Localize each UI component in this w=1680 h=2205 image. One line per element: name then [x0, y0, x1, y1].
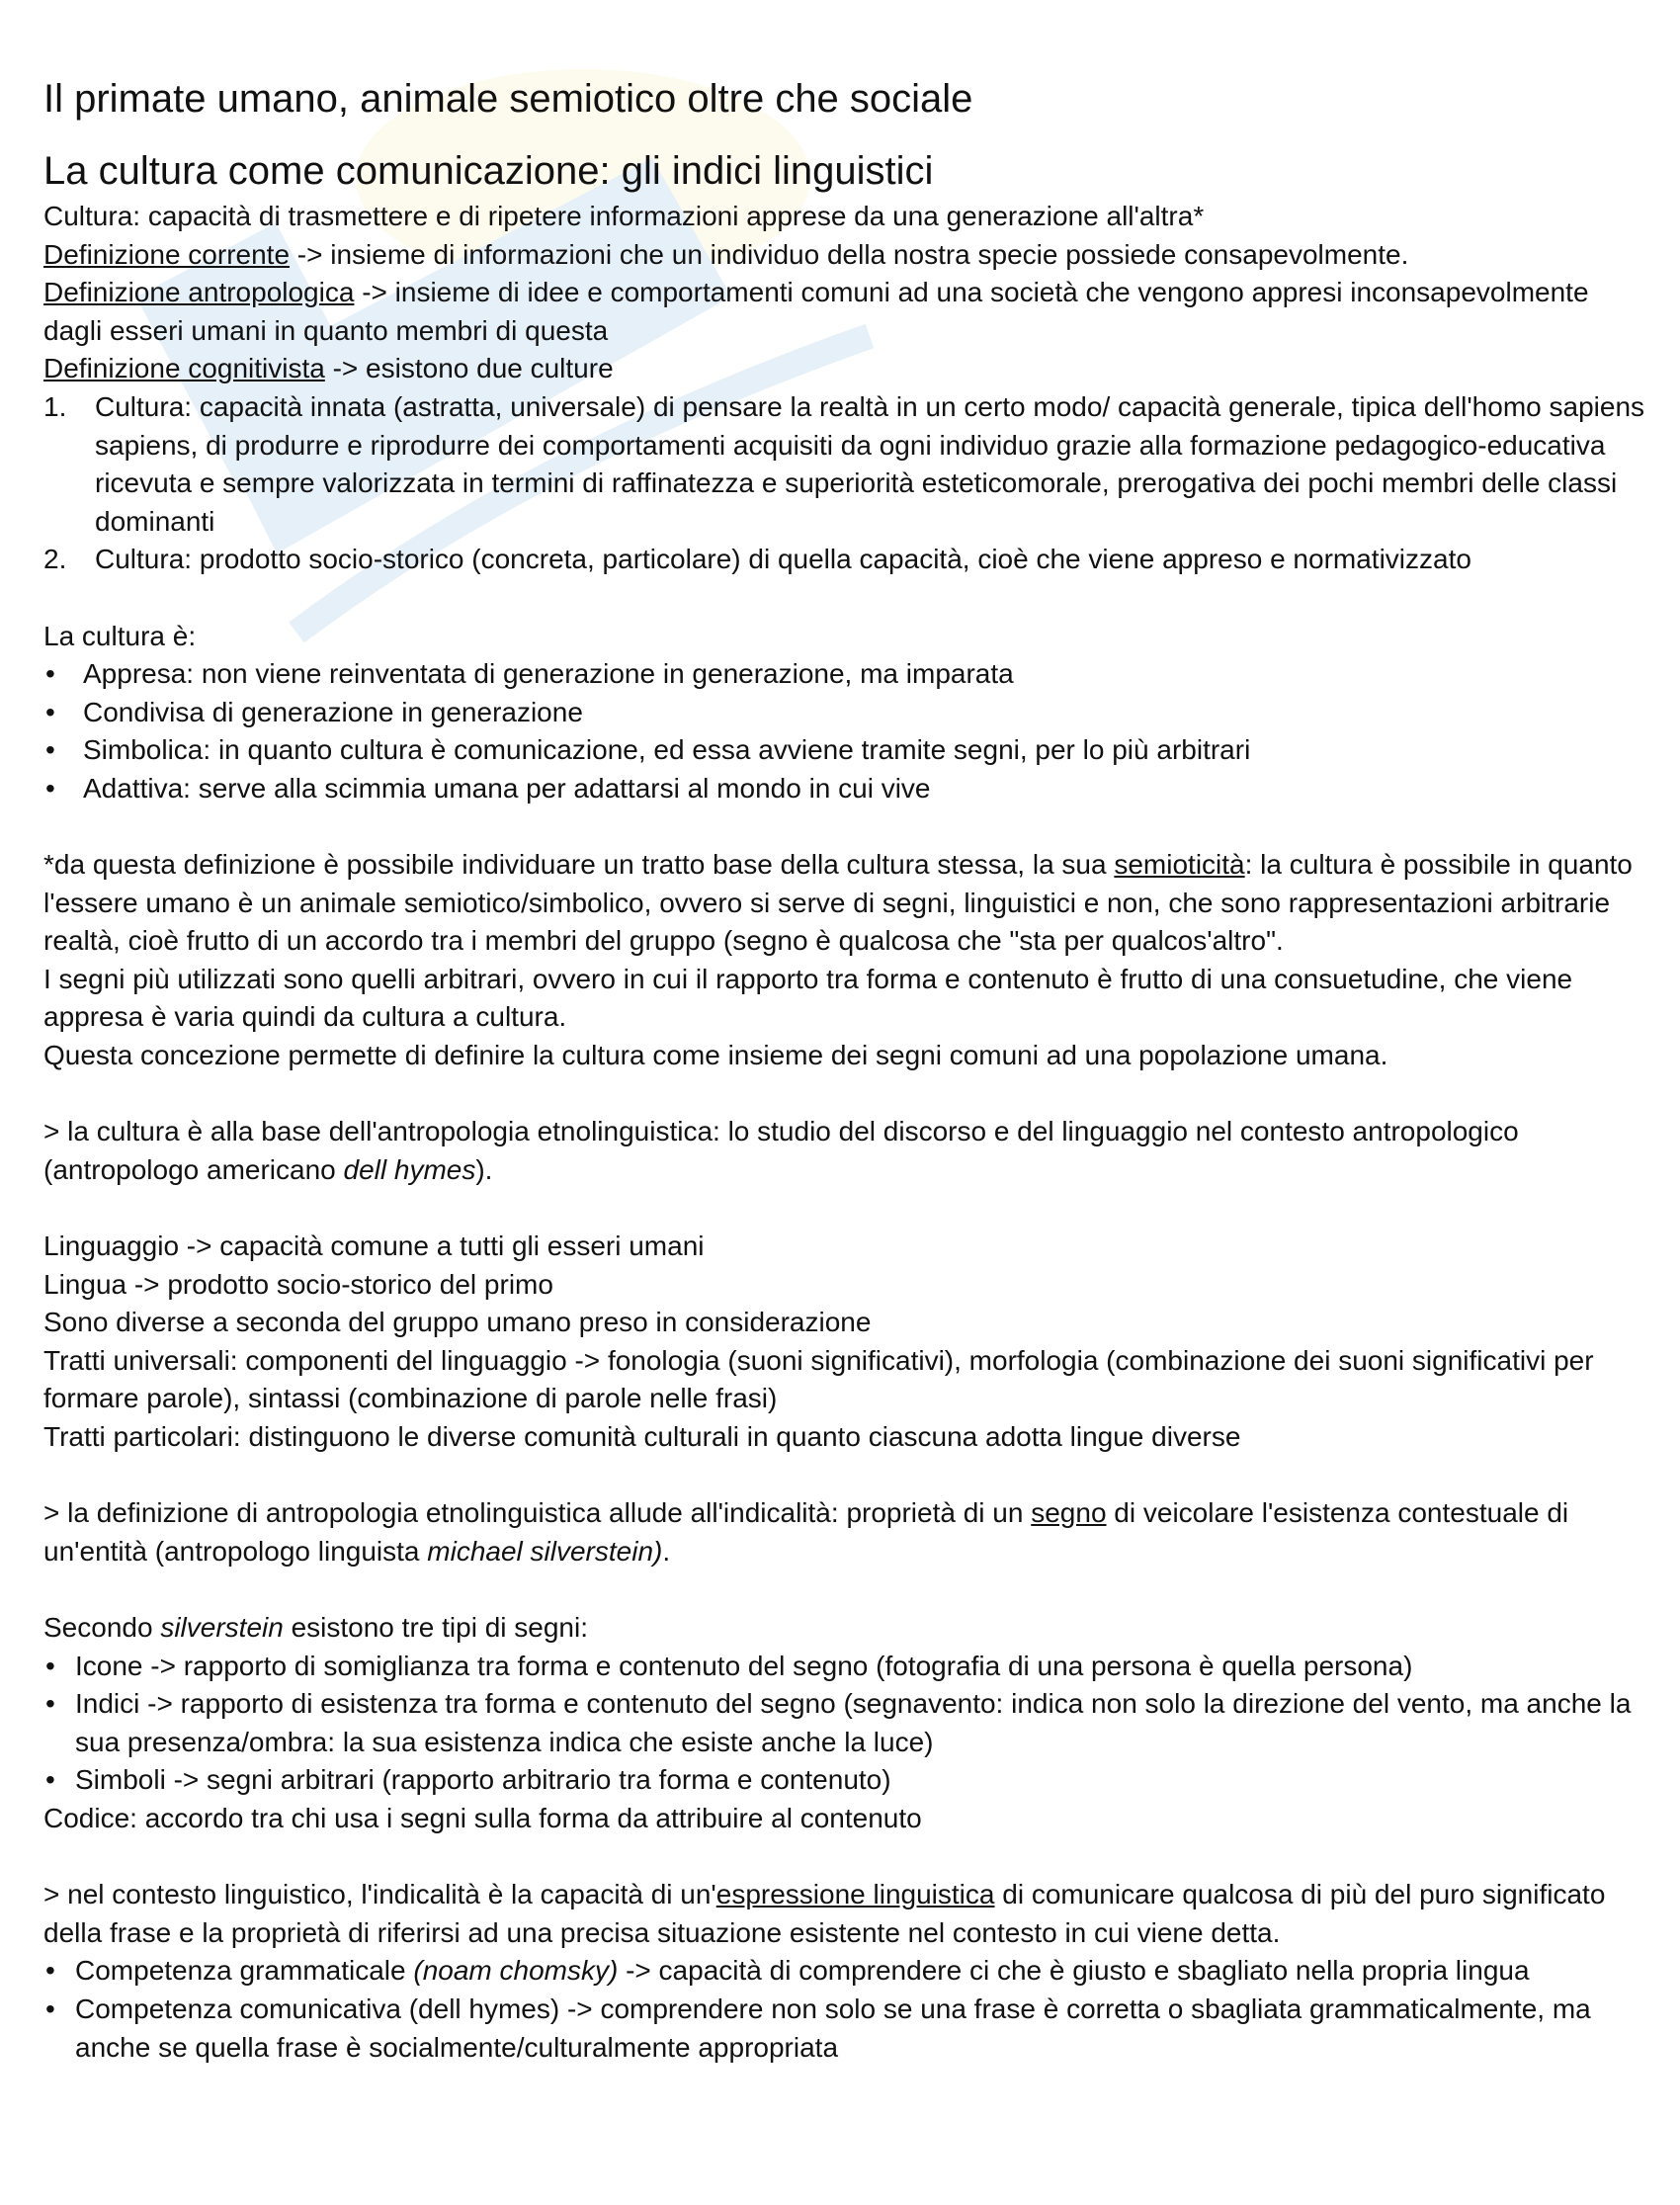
cognitivist-definition-label: Definizione cognitivista [43, 353, 325, 384]
indexicality-paragraph: > la definizione di antropologia etnolinguistica allude all'indicalità: proprietà di un segno di veicolare l'esistenza contestuale di un'entità (antropologo linguista michael silverstein). [43, 1497, 1569, 1567]
ethnolinguistics-paragraph: > la cultura è alla base dell'antropologia etnolinguistica: lo studio del discorso e del linguaggio nel contesto antropologico (antropologo americano dell hymes). [43, 1116, 1519, 1185]
list-item: 2. Cultura: prodotto socio-storico (concreta, particolare) di quella capacità, cioè che viene appreso e normativizzato [43, 544, 1471, 575]
language-line: Tratti universali: componenti del linguaggio -> fonologia (suoni significativi), morfologia (combinazione dei suoni significativi per formare parole), sintassi (combinazione di parole nelle frasi) [43, 1344, 1594, 1414]
list-item: • Icone -> rapporto di somiglianza tra forma e contenuto del segno (fotografia di una persona è quella persona) [45, 1650, 1413, 1681]
silverstein-lead: Secondo silverstein esistono tre tipi di segni: [43, 1611, 588, 1643]
list-item: 1. Cultura: capacità innata (astratta, universale) di pensare la realtà in un certo modo/ capacità generale, tipica dell'homo sapiens sapiens, di produrre e riprodurre dei comportamenti acquisiti da ogni individuo grazie alla formazione pedagogico-educativa ricevuta e sempre valorizzata in termini di raffinatezza e superiorità esteticomorale, prerogativa dei pochi membri delle classi dominanti [43, 390, 1645, 537]
cognitivist-list [43, 388, 1644, 579]
list-item: • Competenza grammaticale (noam chomsky) -> capacità di comprendere ci che è giusto e sbagliato nella propria lingua [45, 1955, 1530, 1987]
arbitrary-signs-paragraph: I segni più utilizzati sono quelli arbitrari, ovvero in cui il rapporto tra forma e contenuto è frutto di una consuetudine, che viene appresa è varia quindi da cultura a cultura. [43, 963, 1573, 1033]
code-definition: Codice: accordo tra chi usa i segni sulla forma da attribuire al contenuto [43, 1802, 922, 1833]
linguistic-context-paragraph: > nel contesto linguistico, l'indicalità è la capacità di un'espressione linguistica di comunicare qualcosa di più del puro significato della frase e la proprietà di riferirsi ad una precisa situazione esistente nel contesto in cui viene detta. [43, 1879, 1606, 1948]
culture-definition: Cultura: capacità di trasmettere e di ripetere informazioni apprese da una generazione all'altra* [43, 201, 1205, 231]
semiotic-note: *da questa definizione è possibile individuare un tratto base della cultura stessa, la sua semioticità: la cultura è possibile in quanto l'essere umano è un animale semiotico/simbolico, ovvero si serve di segni, linguistici e non, che sono rappresentazioni arbitrarie realtà, cioè frutto di un accordo tra i membri del gruppo (segno è qualcosa che "sta per qualcos'altro". [43, 849, 1633, 957]
list-item: • Competenza comunicativa (dell hymes) -> comprendere non solo se una frase è corretta o sbagliata grammaticalmente, ma anche se quella frase è socialmente/culturalmente appropriata [45, 1993, 1591, 2063]
list-item: • Simboli -> segni arbitrari (rapporto arbitrario tra forma e contenuto) [45, 1764, 891, 1796]
list-item: • Appresa: non viene reinventata di generazione in generazione, ma imparata [45, 658, 1014, 690]
sign-term: segno [1031, 1497, 1107, 1529]
anthropological-definition-label: Definizione antropologica [43, 277, 355, 308]
current-definition-label: Definizione corrente [43, 238, 291, 270]
sign-types-list [43, 1648, 1644, 1800]
language-line: Sono diverse a seconda del gruppo umano preso in considerazione [43, 1307, 872, 1338]
section-title: La cultura come comunicazione: gli indici linguistici [43, 149, 934, 193]
anthropological-definition: Definizione antropologica -> insieme di idee e comportamenti comuni ad una società che vengono appresi inconsapevolmente dagli esseri umani in quanto membri di questa [43, 277, 1589, 346]
document-page [43, 73, 1644, 2067]
language-line: Linguaggio -> capacità comune a tutti gli esseri umani [43, 1230, 705, 1262]
list-item: • Adattiva: serve alla scimmia umana per adattarsi al mondo in cui vive [45, 772, 931, 804]
competence-list [43, 1952, 1644, 2067]
list-item: • Indici -> rapporto di esistenza tra forma e contenuto del segno (segnavento: indica non solo la direzione del vento, ma anche la sua presenza/ombra: la sua esistenza indica che esiste anche la luce) [45, 1688, 1632, 1757]
list-item: • Condivisa di generazione in generazione [45, 696, 583, 727]
page-title: Il primate umano, animale semiotico oltre che sociale [43, 77, 973, 121]
linguistic-expression-term: espressione linguistica [715, 1879, 995, 1910]
culture-is-lead: La cultura è: [43, 620, 197, 651]
current-definition: Definizione corrente -> insieme di informazioni che un individuo della nostra specie possiede consapevolmente. [43, 238, 1409, 270]
list-item: • Simbolica: in quanto cultura è comunicazione, ed essa avviene tramite segni, per lo più arbitrari [45, 734, 1251, 766]
language-line: Tratti particolari: distinguono le diverse comunità culturali in quanto ciascuna adotta lingue diverse [43, 1421, 1241, 1452]
semioticity-term: semioticità [1114, 849, 1245, 881]
culture-traits-list [43, 655, 1644, 807]
language-line: Lingua -> prodotto socio-storico del primo [43, 1268, 553, 1300]
cognitivist-definition: Definizione cognitivista -> esistono due culture [43, 353, 614, 384]
culture-signs-paragraph: Questa concezione permette di definire la cultura come insieme dei segni comuni ad una popolazione umana. [43, 1040, 1388, 1071]
